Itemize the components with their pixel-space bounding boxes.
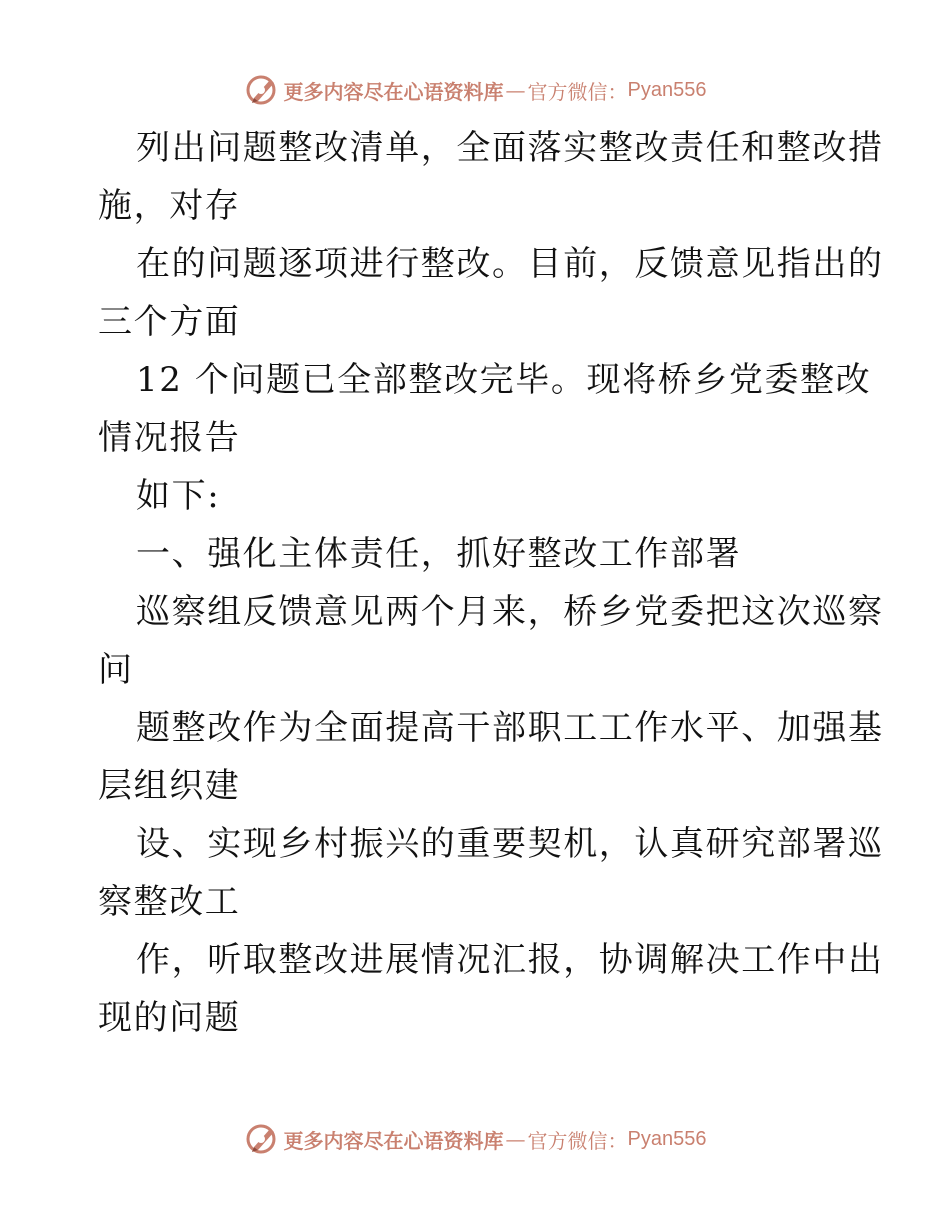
footer-brand-text: 更多内容尽在心语资料库 [283, 1128, 504, 1153]
text-line: 12 个问题已全部整改完毕。现将桥乡党委整改 [136, 360, 872, 400]
footer-wechat-id: Pyan556 [627, 1127, 707, 1150]
text-line: 作，听取整改进展情况汇报，协调解决工作中出 [136, 940, 884, 980]
footer-banner [0, 1119, 950, 1159]
text-line: 现的问题 [98, 998, 241, 1038]
text-line: 巡察组反馈意见两个月来，桥乡党委把这次巡察 [136, 592, 884, 632]
text-line: 施，对存 [98, 186, 241, 226]
text-line: 情况报告 [98, 418, 241, 458]
text-line: 三个方面 [98, 302, 241, 342]
text-line: 在的问题逐项进行整改。目前，反馈意见指出的 [136, 244, 884, 284]
text-line: 设、实现乡村振兴的重要契机，认真研究部署巡 [136, 824, 884, 864]
text-line: 问 [98, 650, 134, 690]
document-body [98, 119, 884, 1047]
header-wechat-id: Pyan556 [627, 78, 707, 101]
pen-logo-icon [244, 72, 280, 108]
header-brand-text: 更多内容尽在心语资料库 [283, 79, 504, 104]
header-dash: — [505, 78, 526, 102]
text-line: 察整改工 [98, 882, 241, 922]
text-line: 列出问题整改清单，全面落实整改责任和整改措 [136, 128, 884, 168]
footer-wechat-label: 官方微信： [527, 1128, 628, 1153]
header-wechat-label: 官方微信： [527, 79, 628, 104]
text-line: 题整改作为全面提高干部职工工作水平、加强基 [136, 708, 884, 748]
header-banner [0, 70, 950, 110]
text-line: 层组织建 [98, 766, 241, 806]
text-line: 如下: [136, 476, 221, 516]
pen-logo-icon [244, 1121, 280, 1157]
footer-dash: — [505, 1127, 526, 1151]
section-heading: 一、强化主体责任，抓好整改工作部署 [136, 534, 742, 574]
